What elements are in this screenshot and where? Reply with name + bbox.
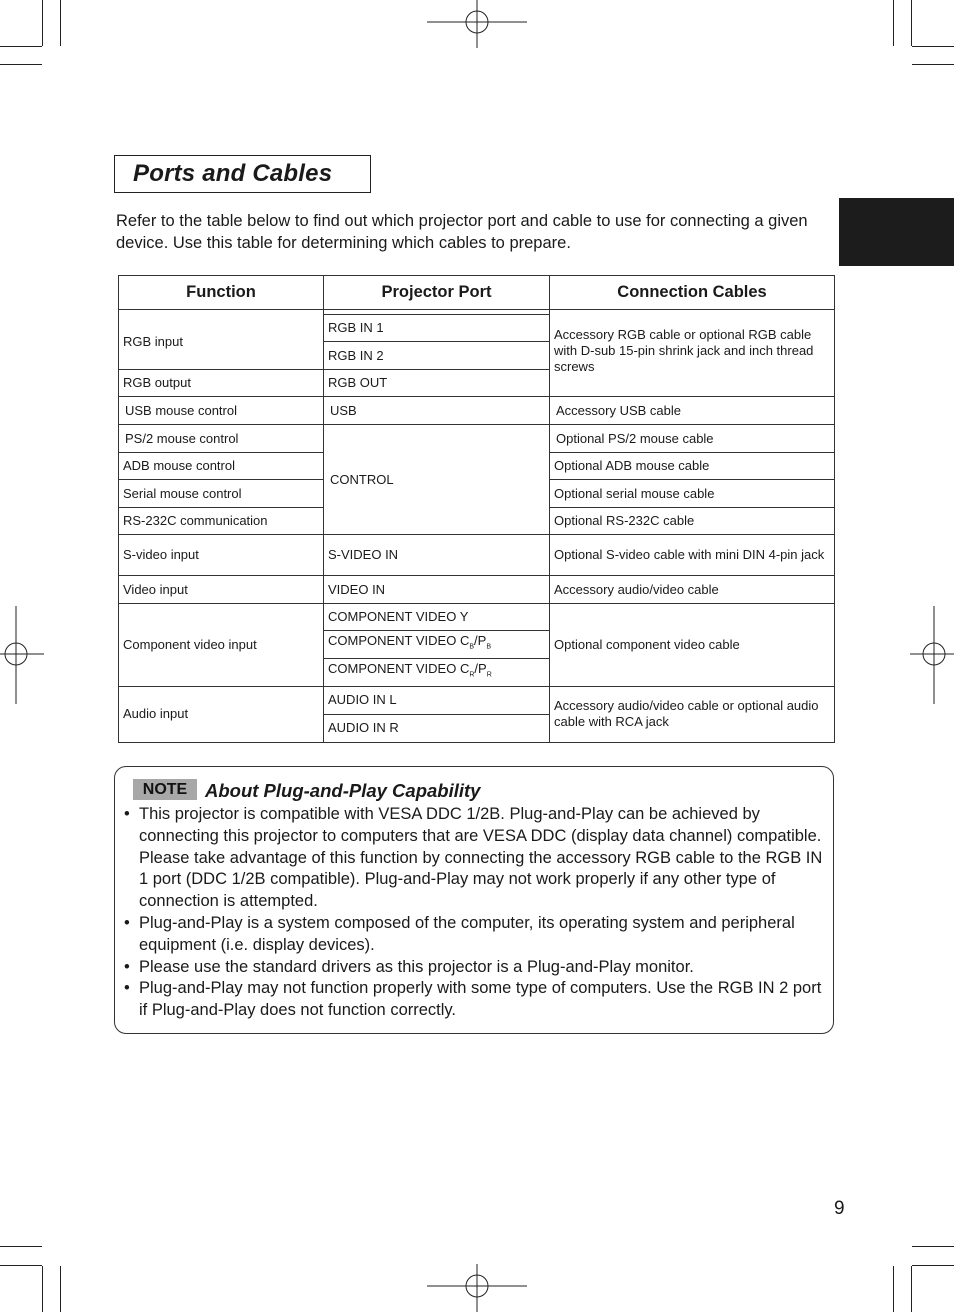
cell-port: RGB OUT: [324, 370, 550, 397]
page-title: Ports and Cables: [133, 160, 333, 187]
cell-cable: Accessory RGB cable or optional RGB cable with D-sub 15-pin shrink jack and inch thread screws: [550, 315, 835, 397]
subscript-b: B: [486, 643, 491, 651]
component-prefix: COMPONENT VIDEO C: [328, 661, 470, 676]
cell-cable: Optional S-video cable with mini DIN 4-pin jack: [550, 535, 835, 576]
table-row: [119, 397, 835, 425]
header-function: Function: [119, 276, 324, 310]
table-row: [119, 576, 835, 604]
ports-cables-table: [118, 275, 835, 743]
list-item: • Plug-and-Play is a system composed of the computer, its operating system and peripheral equipment (i.e. display devices).: [124, 913, 824, 957]
cell-cable: Optional ADB mouse cable: [550, 453, 835, 480]
table-row: [119, 315, 835, 342]
list-item: • Please use the standard drivers as this projector is a Plug-and-Play monitor.: [124, 957, 824, 979]
cell-function: USB mouse control: [119, 397, 324, 425]
cell-cable: Accessory USB cable: [550, 397, 835, 425]
cell-function: S-video input: [119, 535, 324, 576]
cell-function: Video input: [119, 576, 324, 604]
list-item: • This projector is compatible with VESA DDC 1/2B. Plug-and-Play can be achieved by connecting this projector to computers that are VESA DDC (display data channel) compatible. Please take advantage of this function by connecting the accessory RGB cable to the RGB IN 1 port (DDC 1/2B compatible). Plug-and-Play may not work properly if any other type of connection is attempted.: [124, 804, 824, 913]
cell-function: PS/2 mouse control: [119, 425, 324, 453]
cell-port: CONTROL: [324, 425, 550, 535]
table-row: [119, 535, 835, 576]
cell-function: RGB output: [119, 370, 324, 397]
table-row: [119, 604, 835, 631]
cell-function: RGB input: [119, 315, 324, 370]
table-row: [119, 686, 835, 714]
cell-cable: Optional component video cable: [550, 604, 835, 687]
cell-cable: Accessory audio/video cable: [550, 576, 835, 604]
cell-port: [324, 631, 550, 659]
registration-mark-right: [910, 606, 954, 706]
cell-port: USB: [324, 397, 550, 425]
cell-port: [324, 659, 550, 687]
cell-cable: Optional RS-232C cable: [550, 508, 835, 535]
cell-function: Serial mouse control: [119, 480, 324, 508]
section-title-box: [114, 155, 371, 193]
cell-function: Component video input: [119, 604, 324, 687]
cell-cable: Optional serial mouse cable: [550, 480, 835, 508]
subscript-b: B: [469, 643, 475, 651]
list-item: • Plug-and-Play may not function properly with some type of computers. Use the RGB IN 2 port if Plug-and-Play does not function correctly.: [124, 978, 824, 1022]
registration-mark-bottom: [427, 1262, 527, 1312]
cell-port: AUDIO IN R: [324, 714, 550, 742]
registration-mark-left: [0, 606, 44, 706]
cell-port: COMPONENT VIDEO Y: [324, 604, 550, 631]
section-tab: [839, 198, 954, 266]
page-number: 9: [834, 1198, 845, 1219]
subscript-r: R: [469, 671, 475, 679]
note-label: NOTE: [133, 779, 197, 800]
header-projector-port: Projector Port: [324, 276, 550, 310]
cell-function: ADB mouse control: [119, 453, 324, 480]
component-prefix: COMPONENT VIDEO C: [328, 633, 470, 649]
cell-cable: Accessory audio/video cable or optional audio cable with RCA jack: [550, 686, 835, 742]
subscript-r: R: [486, 671, 492, 679]
cell-cable: Optional PS/2 mouse cable: [550, 425, 835, 453]
cell-function: Audio input: [119, 686, 324, 742]
slash-p: /P: [474, 633, 487, 649]
cell-port: AUDIO IN L: [324, 686, 550, 714]
note-heading: About Plug-and-Play Capability: [205, 780, 481, 801]
cell-port: VIDEO IN: [324, 576, 550, 604]
note-bullets: [124, 804, 824, 1022]
table-header-row: [119, 276, 835, 310]
cell-function: RS-232C communication: [119, 508, 324, 535]
header-connection-cables: Connection Cables: [550, 276, 835, 310]
cell-port: RGB IN 2: [324, 342, 550, 370]
cell-port: RGB IN 1: [324, 315, 550, 342]
intro-paragraph: Refer to the table below to find out which projector port and cable to use for connecting a given device. Use this table for determining which cables to prepare.: [116, 212, 808, 252]
registration-mark-top: [427, 0, 527, 50]
table-row: [119, 425, 835, 453]
cell-port: S-VIDEO IN: [324, 535, 550, 576]
slash-p: /P: [474, 661, 487, 676]
